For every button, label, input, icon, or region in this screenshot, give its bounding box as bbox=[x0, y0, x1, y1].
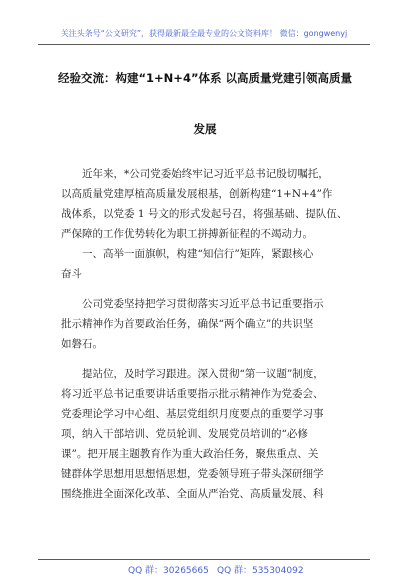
text-line: 围绕推进全面深化改革、全面从严治党、高质量发展、科 bbox=[61, 488, 324, 500]
text-line: 严保障的工作优势转化为职工拼搏新征程的不竭动力。 bbox=[61, 228, 313, 240]
footer-divider bbox=[38, 559, 370, 560]
text-line: 公司党委坚持把学习贯彻落实习近平总书记重要指示 bbox=[82, 298, 324, 310]
paragraph-study bbox=[61, 364, 348, 504]
text-line: 以高质量党建厚植高质量发展根基，创新构建“1+N+4”作 bbox=[61, 188, 333, 200]
section-heading-1 bbox=[61, 244, 348, 284]
header-divider bbox=[38, 44, 370, 45]
text-line: 键群体学思想用思想悟思想，党委领导班子带头深研细学 bbox=[61, 468, 324, 480]
header-banner: 关注头条号“公文研究”，获得最新最全最专业的公文资料库！ 微信：gongwenyj bbox=[60, 29, 348, 38]
paragraph-intro bbox=[61, 164, 348, 244]
document-title: 经验交流：构建“1+N+4”体系 以高质量党建引领高质量 bbox=[57, 71, 353, 85]
text-line: 战体系，以党委 1 号文的形式发起号召，将强基础、提队伍、 bbox=[61, 208, 348, 220]
footer-qq-left: QQ 群：30265665 bbox=[128, 566, 209, 576]
text-line: 如磐石。 bbox=[61, 338, 103, 350]
text-line: 项，纳入干部培训、党员轮训、发展党员培训的“必修 bbox=[61, 428, 308, 440]
text-line: 一、高举一面旗帜，构建“知信行”矩阵，紧跟核心 bbox=[82, 248, 314, 260]
document-title-continuation: 发展 bbox=[193, 122, 217, 136]
paragraph-section-1 bbox=[61, 294, 348, 354]
text-line: 批示精神作为首要政治任务，确保“两个确立”的共识坚 bbox=[61, 318, 314, 330]
text-line: 奋斗 bbox=[61, 268, 82, 280]
text-line: 党委理论学习中心组、基层党组织月度要点的重要学习事 bbox=[61, 408, 324, 420]
text-line: 课”。把开展主题教育作为重大政治任务，聚焦重点、关 bbox=[61, 448, 319, 460]
text-line: 近年来，*公司党委始终牢记习近平总书记殷切嘱托， bbox=[82, 168, 329, 180]
footer-qq-right: QQ 群：535304092 bbox=[217, 566, 304, 576]
text-line: 将习近平总书记重要讲话重要指示批示精神作为党委会、 bbox=[61, 388, 324, 400]
text-line: 提站位，及时学习跟进。深入贯彻“第一议题”制度， bbox=[82, 368, 324, 380]
